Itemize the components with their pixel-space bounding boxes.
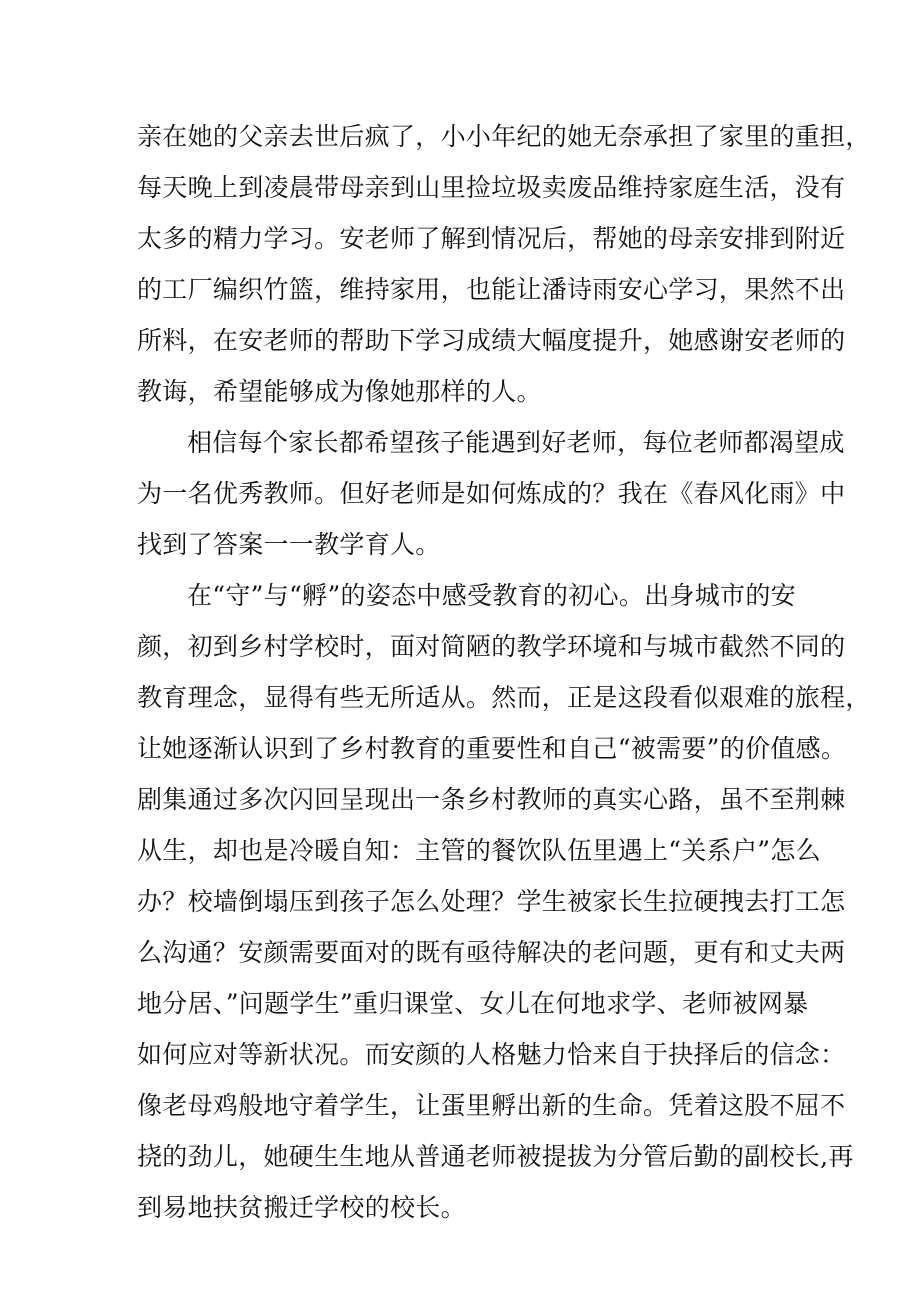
text-line: 办？校墙倒塌压到孩子怎么处理？学生被家长生拉硬拽去打工怎 <box>137 887 846 916</box>
text-line: 剧集通过多次闪回呈现出一条乡村教师的真实心路，虽不至荆棘 <box>137 785 846 814</box>
text-line: 从生，却也是冷暖自知：主管的餐饮队伍里遇上“关系户”怎么 <box>137 836 821 865</box>
text-line: 到易地扶贫搬迁学校的校长。 <box>137 1193 466 1222</box>
text-line: 教育理念，显得有些无所适从。然而，正是这段看似艰难的旅程， <box>137 683 871 712</box>
text-line: 像老母鸡般地守着学生，让蛋里孵出新的生命。凭着这股不屈不 <box>137 1091 846 1120</box>
text-line: 如何应对等新状况。而安颜的人格魅力恰来自于抉择后的信念： <box>137 1040 846 1069</box>
text-line: 的工厂编织竹篮，维持家用，也能让潘诗雨安心学习，果然不出 <box>137 275 846 304</box>
text-line: 么沟通？安颜需要面对的既有亟待解决的老问题，更有和丈夫两 <box>137 938 846 967</box>
text-line: 太多的精力学习。安老师了解到情况后，帮她的母亲安排到附近 <box>137 224 846 253</box>
text-line: 在“守”与“孵”的姿态中感受教育的初心。出身城市的安 <box>187 581 796 610</box>
text-line: 每天晚上到凌晨带母亲到山里捡垃圾卖废品维持家庭生活，没有 <box>137 173 846 202</box>
text-line: 地分居、”问题学生”重归课堂、女儿在何地求学、老师被网暴 <box>137 989 809 1018</box>
text-line: 所料，在安老师的帮助下学习成绩大幅度提升，她感谢安老师的 <box>137 326 846 355</box>
text-line: 为一名优秀教师。但好老师是如何炼成的？我在《春风化雨》中 <box>137 479 846 508</box>
text-line: 教诲，希望能够成为像她那样的人。 <box>137 377 542 406</box>
text-line: 亲在她的父亲去世后疯了，小小年纪的她无奈承担了家里的重担， <box>137 122 871 151</box>
text-line: 相信每个家长都希望孩子能遇到好老师，每位老师都渴望成 <box>187 428 845 457</box>
text-line: 颜，初到乡村学校时，面对简陋的教学环境和与城市截然不同的 <box>137 632 846 661</box>
text-line: 挠的劲儿，她硬生生地从普通老师被提拔为分管后勤的副校长,再 <box>137 1142 854 1171</box>
text-line: 让她逐渐认识到了乡村教育的重要性和自己“被需要”的价值感。 <box>137 734 847 763</box>
text-line: 找到了答案一一教学育人。 <box>137 530 441 559</box>
